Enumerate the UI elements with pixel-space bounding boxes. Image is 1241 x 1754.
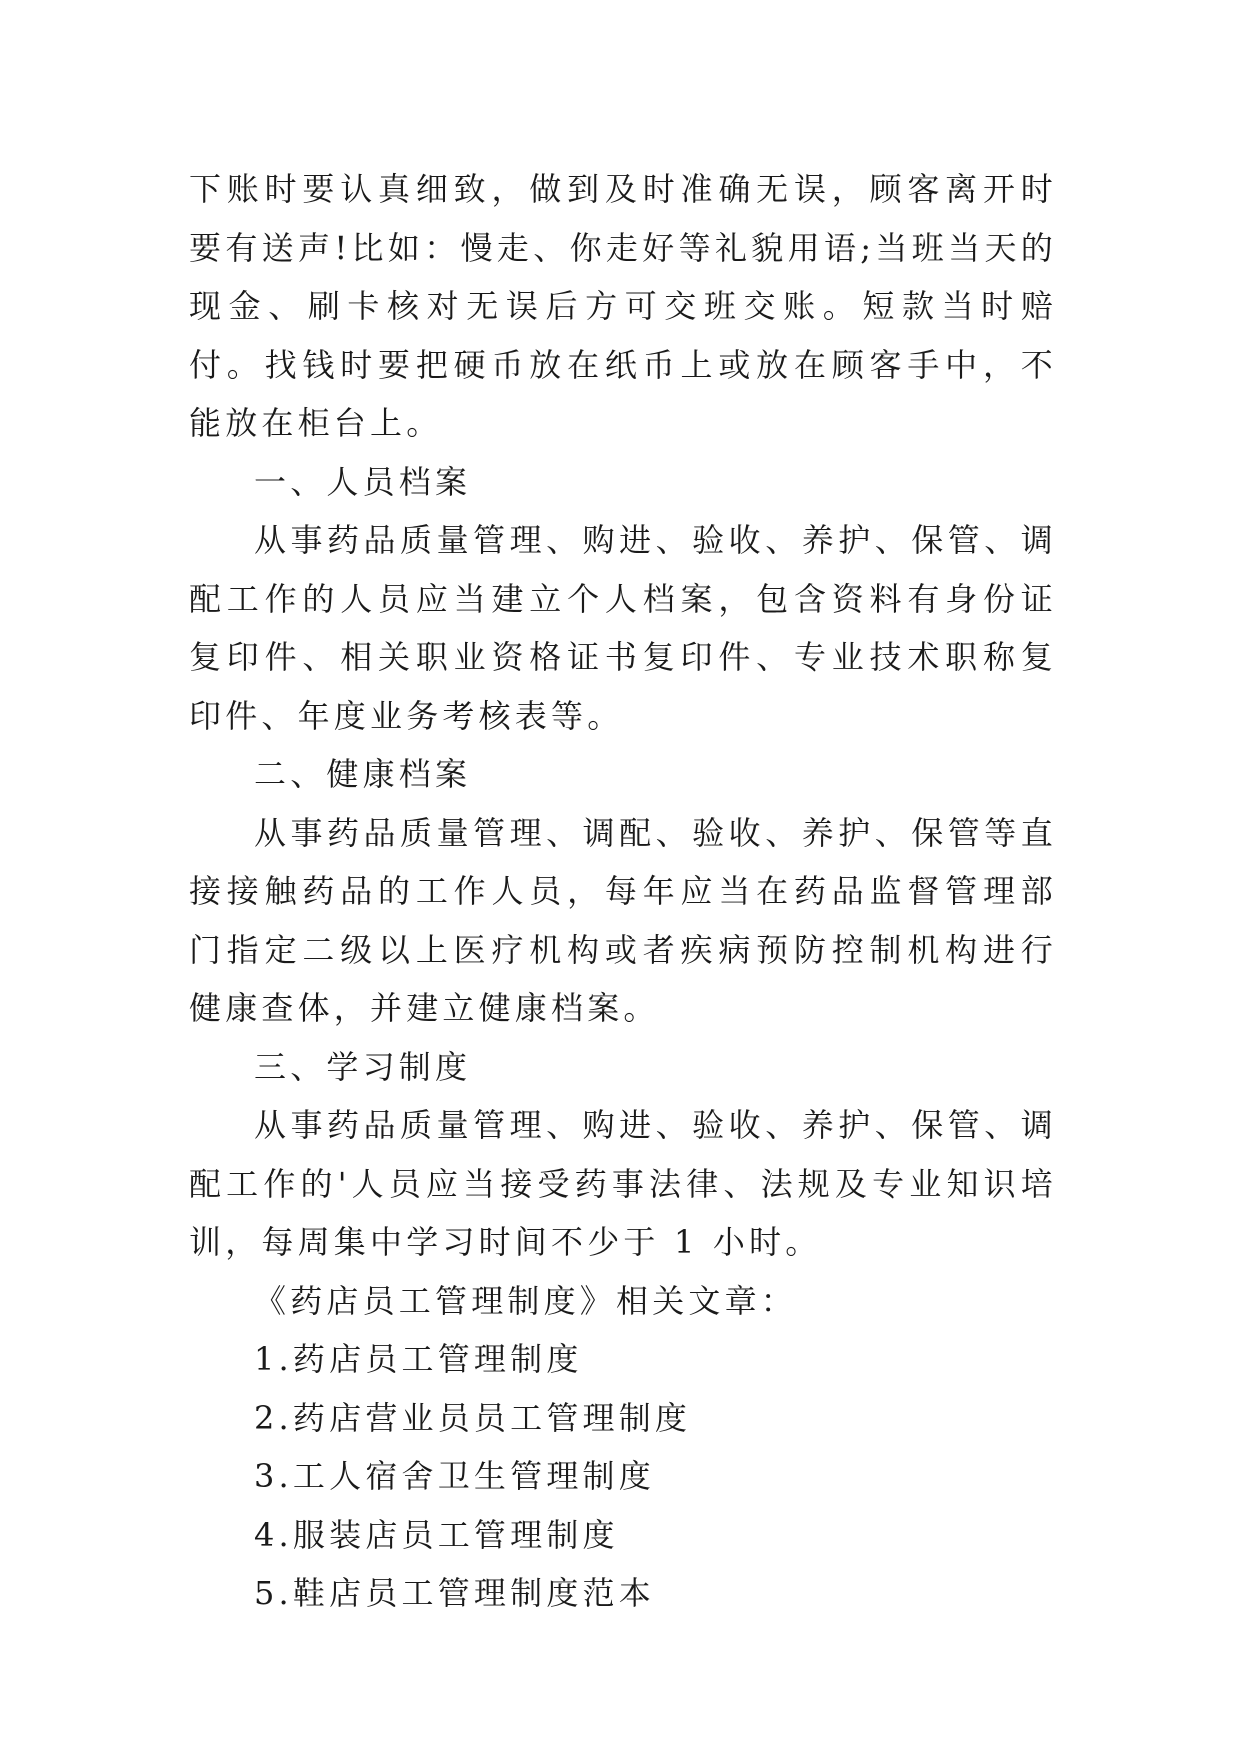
section-heading: 一、人员档案 xyxy=(254,462,472,501)
section-body: 从事药品质量管理、购进、验收、养护、保管、调配工作的人员应当建立个人档案，包含资料有身份证复印件、相关职业资格证书复印件、专业技术职称复印件、年度业务考核表等。 xyxy=(189,521,1057,735)
section-personnel-records xyxy=(189,453,1057,746)
related-articles-list xyxy=(189,1330,1057,1623)
section-body: 从事药品质量管理、购进、验收、养护、保管、调配工作的'人员应当接受药事法律、法规及专业知识培训，每周集中学习时间不少于 1 小时。 xyxy=(189,1106,1057,1261)
related-articles-title: 《药店员工管理制度》相关文章： xyxy=(254,1281,798,1320)
section-study-system xyxy=(189,1038,1057,1272)
related-articles xyxy=(189,1272,1057,1623)
related-article-link[interactable]: 5.鞋店员工管理制度范本 xyxy=(254,1574,655,1612)
section-body: 从事药品质量管理、调配、验收、养护、保管等直接接触药品的工作人员，每年应当在药品监督管理部门指定二级以上医疗机构或者疾病预防控制机构进行健康查体，并建立健康档案。 xyxy=(189,813,1057,1027)
intro-paragraph: 下账时要认真细致，做到及时准确无误，顾客离开时要有送声!比如：慢走、你走好等礼貌用语;当班当天的现金、刷卡核对无误后方可交班交账。短款当时赔付。找钱时要把硬币放在纸币上或放在顾客手中，不能放在柜台上。 xyxy=(189,170,1057,442)
section-heading: 三、学习制度 xyxy=(254,1047,472,1086)
related-article-link[interactable]: 1.药店员工管理制度 xyxy=(254,1340,583,1378)
document-page xyxy=(189,160,1057,1623)
section-health-records xyxy=(189,745,1057,1038)
related-article-link[interactable]: 2.药店营业员员工管理制度 xyxy=(254,1398,692,1437)
related-article-link[interactable]: 3.工人宿舍卫生管理制度 xyxy=(254,1457,655,1495)
section-heading: 二、健康档案 xyxy=(254,755,472,793)
related-article-link[interactable]: 4.服装店员工管理制度 xyxy=(254,1515,619,1554)
